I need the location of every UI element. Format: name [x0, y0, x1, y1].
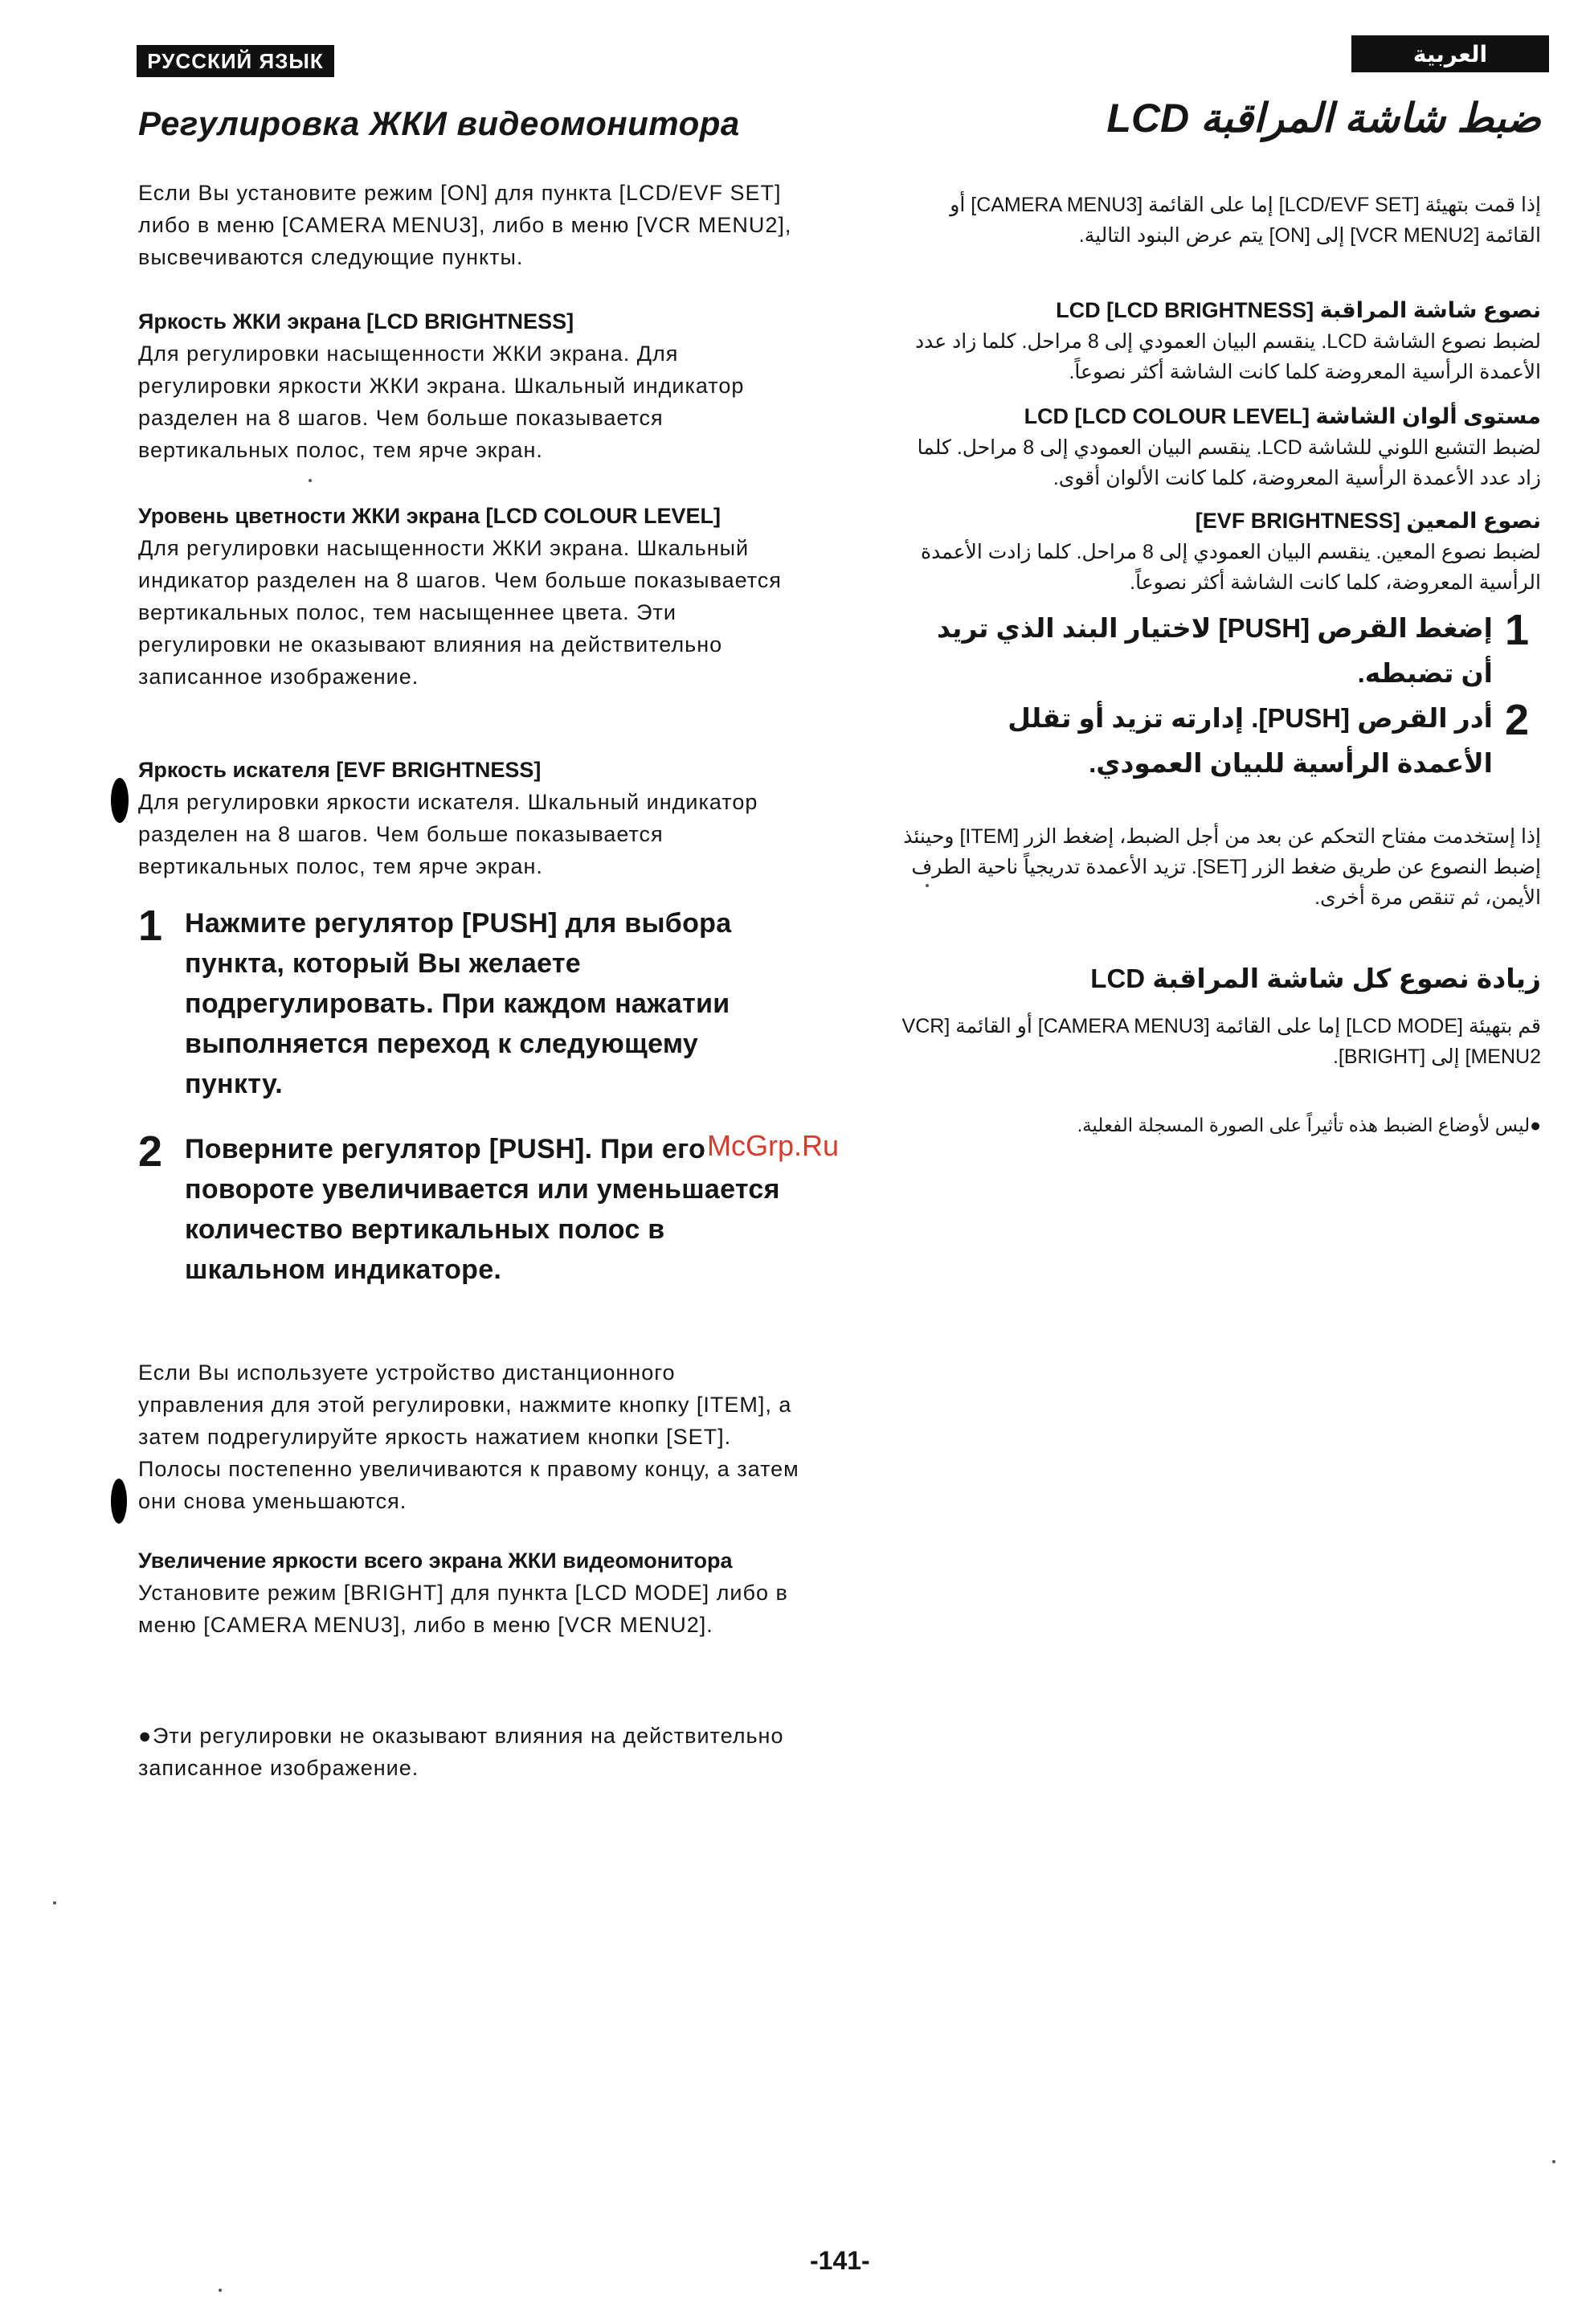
ar-bright-all-heading: زيادة نصوع كل شاشة المراقبة LCD [1090, 964, 1541, 993]
ru-lcd-colour-heading: Уровень цветности ЖКИ экрана [LCD COLOUR LEVEL] [138, 504, 721, 528]
ru-step-1-number: 1 [138, 902, 163, 950]
ru-evf-brightness-text: Для регулировки яркости искателя. Шкальный индикатор разделен на 8 шагов. Чем больше показывается вертикальных полос, тем ярче экран. [138, 790, 758, 878]
ar-lcd-brightness-heading: نصوع شاشة المراقبة LCD [LCD BRIGHTNESS] [1056, 298, 1541, 322]
ar-step-1-number: 1 [1504, 606, 1530, 654]
ar-evf-brightness-text: لضبط نصوع المعين. ينقسم البيان العمودي إلى 8 مراحل. كلما زادت الأعمدة الرأسية المعروضة، كلما كانت الشاشة أكثر نصوعاً. [921, 541, 1541, 594]
bullet-icon: ● [1530, 1115, 1541, 1135]
ru-bright-all-text: Установите режим [BRIGHT] для пункта [LCD MODE] либо в меню [CAMERA MENU3], либо в меню [VCR MENU2]. [138, 1581, 788, 1637]
ar-page-title: ضبط شاشة المراقبة LCD [1106, 96, 1541, 141]
ru-lcd-colour-section [138, 500, 805, 693]
language-tag-arabic: العربية [1351, 35, 1549, 72]
ru-intro-paragraph: Если Вы установите режим [ON] для пункта [LCD/EVF SET] либо в меню [CAMERA MENU3], либо в меню [VCR MENU2], высвечиваются следующие пункты. [138, 181, 792, 269]
scan-speck [309, 479, 312, 482]
ru-step-2-number: 2 [138, 1127, 163, 1176]
ru-note [138, 1720, 797, 1784]
ar-lcd-colour-text: لضبط التشبع اللوني للشاشة LCD. ينقسم البيان العمودي إلى 8 مراحل. كلما زاد عدد الأعمدة الرأسية المعروضة، كلما كانت الألوان أقوى. [917, 436, 1541, 489]
ar-step-2-text: أدر القرص [PUSH]. إدارته تزيد أو تقلل الأعمدة الرأسية للبيان العمودي. [1008, 703, 1493, 778]
scan-speck [926, 884, 929, 887]
ru-evf-brightness-heading: Яркость искателя [EVF BRIGHTNESS] [138, 758, 542, 782]
language-tag-russian: РУССКИЙ ЯЗЫК [137, 45, 334, 77]
ru-note-text: Эти регулировки не оказывают влияния на действительно записанное изображение. [138, 1724, 784, 1780]
ru-lcd-brightness-section [138, 305, 805, 466]
ru-remote-control-paragraph: Если Вы используете устройство дистанционного управления для этой регулировки, нажмите кнопку [ITEM], а затем подрегулируйте яркость нажатием кнопки [SET]. Полосы постепенно увеличиваются к правому концу, а затем они снова уменьшаются. [138, 1360, 799, 1513]
ar-step-1 [892, 606, 1541, 696]
ar-evf-brightness-heading: نصوع المعين [EVF BRIGHTNESS] [1195, 509, 1541, 533]
scan-mark [111, 778, 129, 823]
ar-step-2 [892, 696, 1541, 786]
ar-bright-all-text: قم بتهيئة [LCD MODE] إما على القائمة [CAMERA MENU3] أو القائمة [VCR MENU2] إلى [BRIGHT]. [901, 1015, 1541, 1068]
ar-note [892, 1111, 1541, 1139]
scan-speck [53, 1901, 56, 1905]
scan-speck [219, 2289, 222, 2292]
ar-lcd-brightness-section [892, 294, 1541, 387]
ar-step-1-text: إضغط القرص [PUSH] لاختيار البند الذي تريد أن تضبطه. [937, 613, 1493, 688]
ru-lcd-colour-text: Для регулировки насыщенности ЖКИ экрана. Шкальный индикатор разделен на 8 шагов. Чем больше показывается вертикальных полос, тем насыщеннее цвета. Эти регулировки не оказывают влияния на действительно записанное изображение. [138, 536, 782, 689]
ru-step-1 [138, 903, 829, 1104]
ar-note-text: ليس لأوضاع الضبط هذه تأثيراً على الصورة المسجلة الفعلية. [1077, 1115, 1531, 1135]
ar-remote-control-paragraph: إذا إستخدمت مفتاح التحكم عن بعد من أجل الضبط، إضغط الزر [ITEM] وحينئذ إضبط النصوع عن طريق ضغط الزر [SET]. تزيد الأعمدة تدريجياً ناحية الطرف الأيمن، ثم تنقص مرة أخرى. [903, 825, 1541, 909]
ru-bright-all-heading: Увеличение яркости всего экрана ЖКИ видеомонитора [138, 1549, 733, 1573]
bullet-icon: ● [138, 1724, 153, 1748]
ru-step-1-text: Нажмите регулятор [PUSH] для выбора пункта, который Вы желаете подрегулировать. При каждом нажатии выполняется переход к следующему пункту. [185, 908, 732, 1099]
ru-lcd-brightness-text: Для регулировки насыщенности ЖКИ экрана. Для регулировки яркости ЖКИ экрана. Шкальный индикатор разделен на 8 шагов. Чем больше показывается вертикальных полос, тем ярче экран. [138, 342, 745, 462]
ru-step-2-text: Поверните регулятор [PUSH]. При его повороте увеличивается или уменьшается количество вертикальных полос в шкальном индикаторе. [185, 1134, 780, 1285]
ru-lcd-brightness-heading: Яркость ЖКИ экрана [LCD BRIGHTNESS] [138, 309, 574, 333]
scan-speck [1552, 2160, 1555, 2163]
ar-step-2-number: 2 [1504, 696, 1530, 744]
ar-lcd-colour-section [892, 400, 1541, 493]
ar-lcd-colour-heading: مستوى ألوان الشاشة LCD [LCD COLOUR LEVEL] [1024, 404, 1541, 428]
ru-evf-brightness-section [138, 754, 805, 882]
watermark: McGrp.Ru [707, 1129, 840, 1162]
ar-evf-brightness-section [892, 505, 1541, 598]
ar-intro-paragraph: إذا قمت بتهيئة [LCD/EVF SET] إما على القائمة [CAMERA MENU3] أو القائمة [VCR MENU2] إلى [ON] يتم عرض البنود التالية. [950, 194, 1541, 247]
ar-lcd-brightness-text: لضبط نصوع الشاشة LCD. ينقسم البيان العمودي إلى 8 مراحل. كلما زاد عدد الأعمدة الرأسية المعروضة كلما كانت الشاشة أكثر نصوعاً. [915, 330, 1541, 383]
page-number: -141- [810, 2246, 870, 2275]
ru-bright-all-section [138, 1545, 805, 1641]
ru-page-title: Регулировка ЖКИ видеомонитора [138, 104, 740, 142]
scan-mark [111, 1479, 127, 1524]
